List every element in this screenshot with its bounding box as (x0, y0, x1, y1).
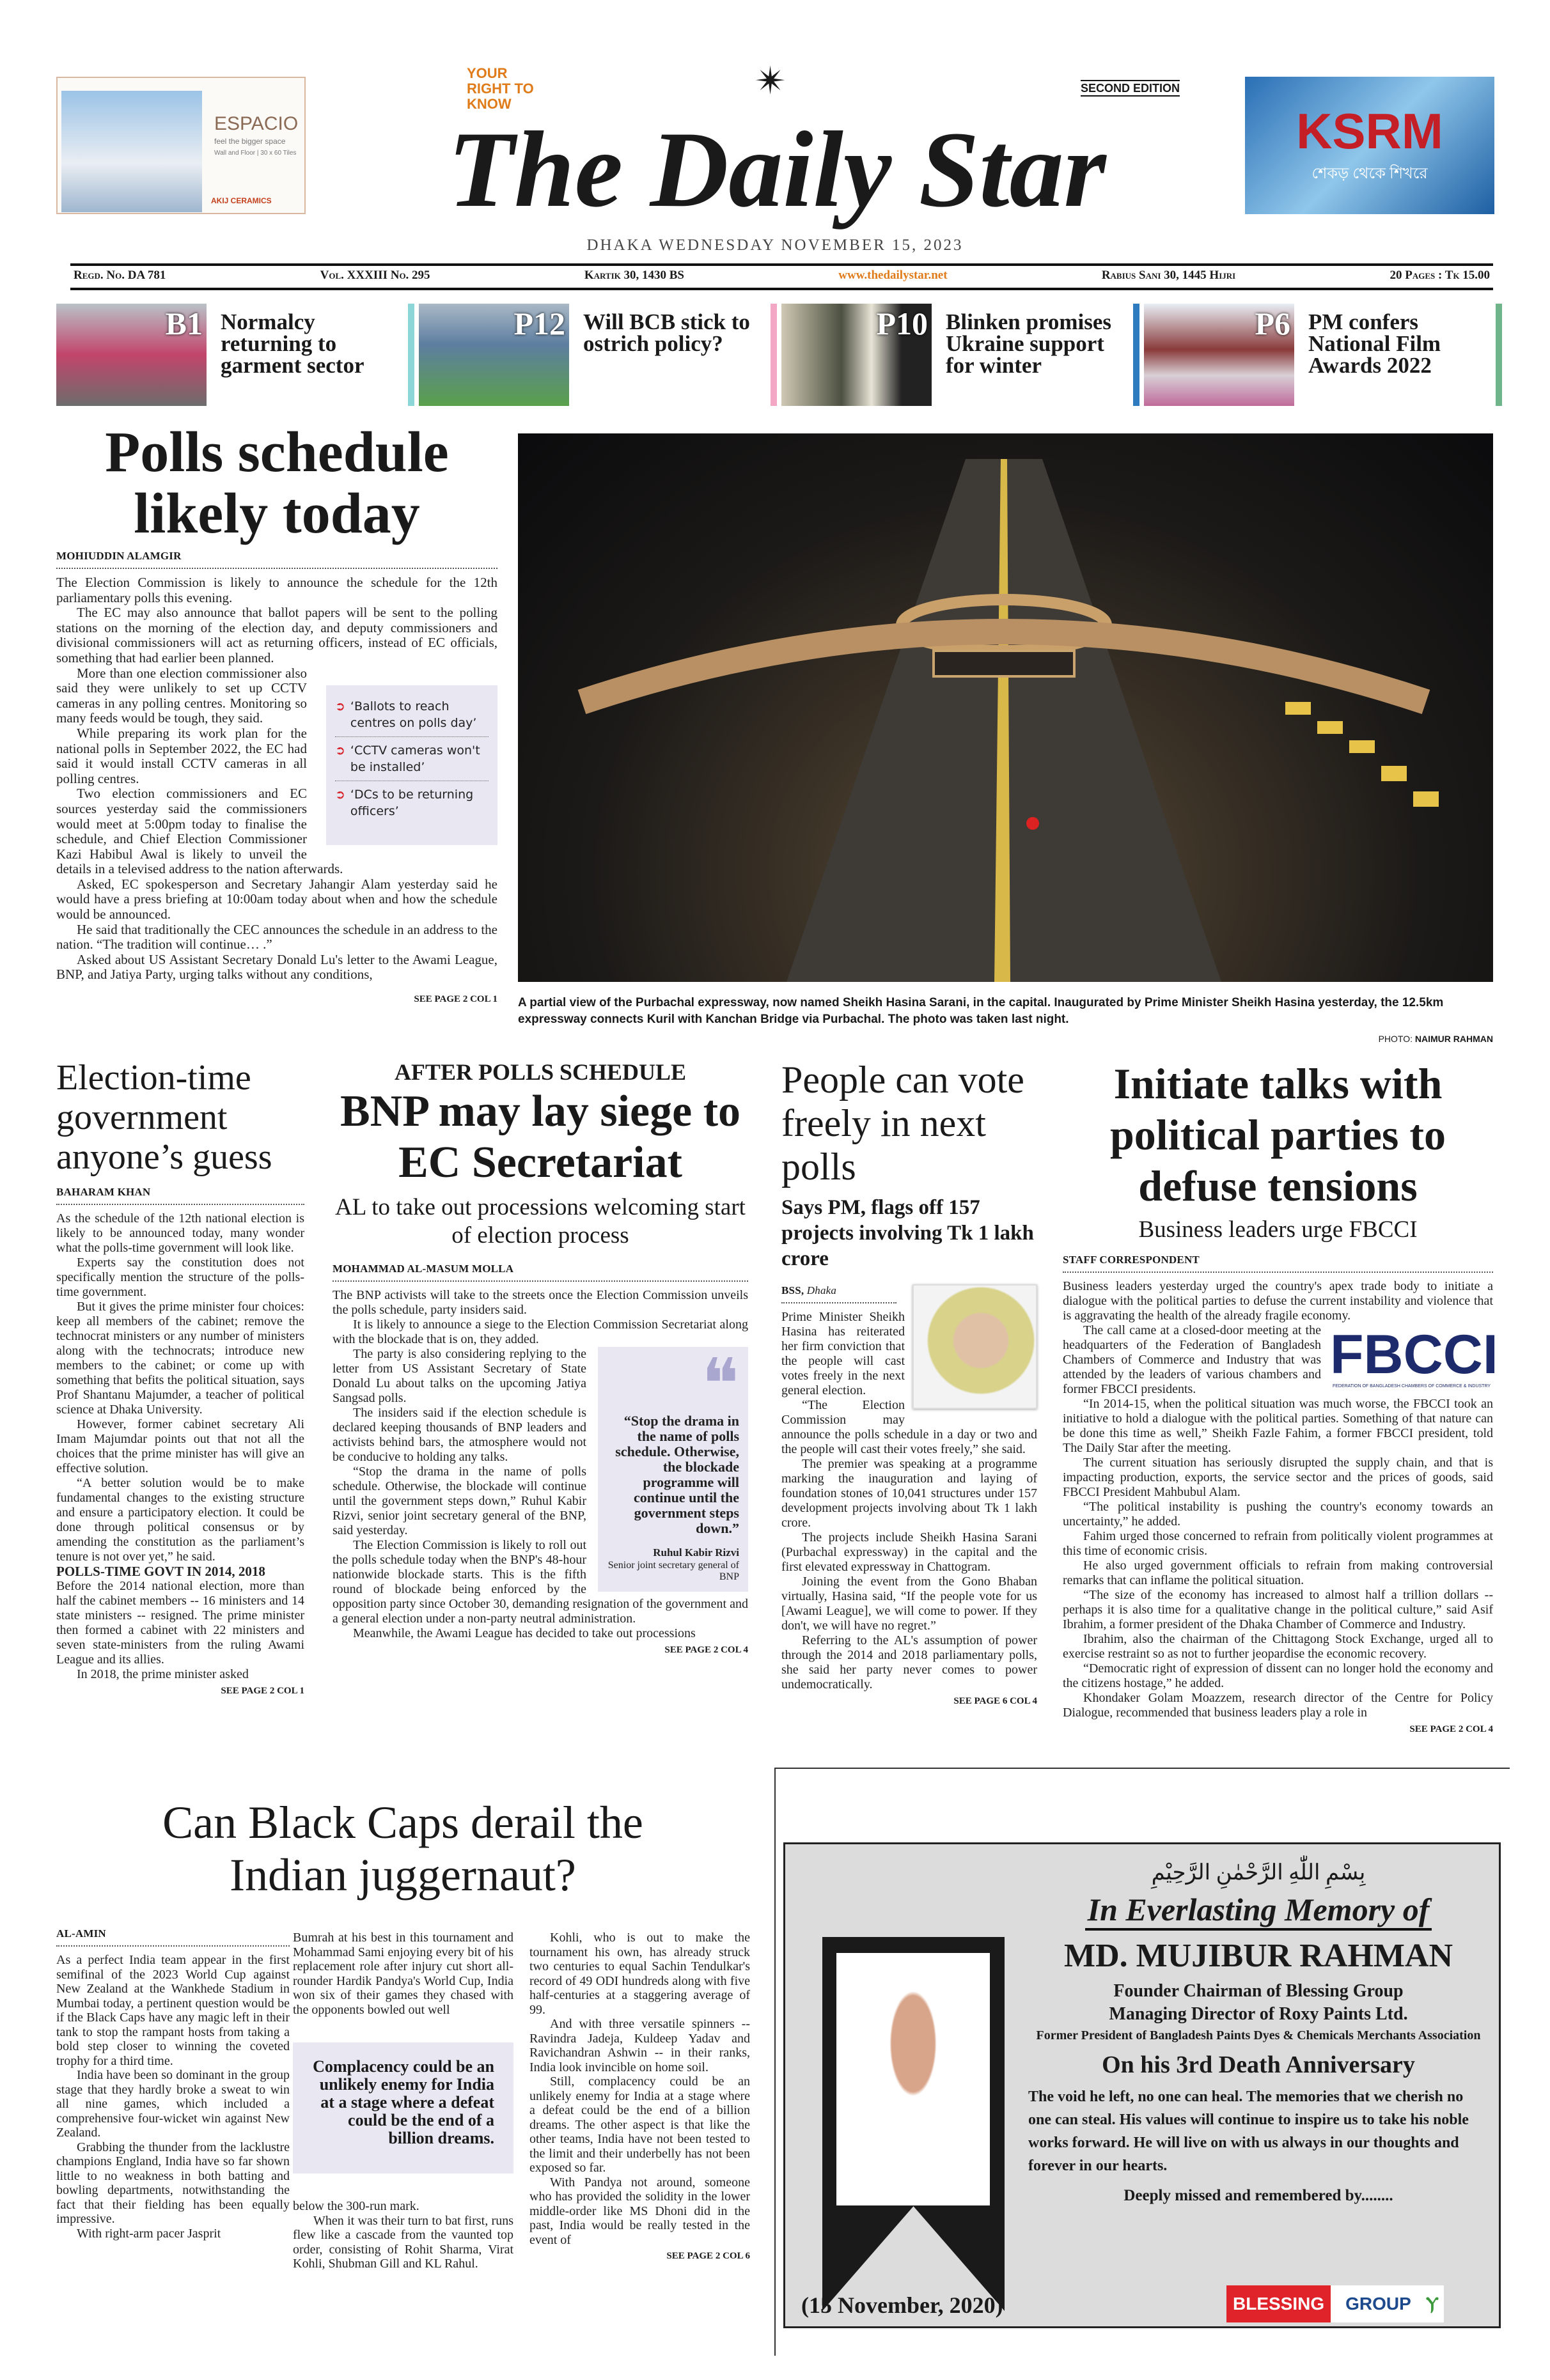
memorial-heading: In Everlasting Memory of (1085, 1891, 1432, 1931)
byline: BAHARAM KHAN (56, 1186, 304, 1205)
paragraph: Referring to the AL's assumption of power through the 2014 and 2018 parliamentary polls, she said her party never comes to power undemocratically. (781, 1633, 1037, 1692)
pm-subhead: Says PM, flags off 157 projects involving Tk 1 lakh crore (781, 1196, 1034, 1270)
paragraph: Joining the event from the Gono Bhaban virtually, Hasina said, “If the people vote for us [Awami League], we will come to power. If they don't, we will have no regret.” (781, 1575, 1037, 1633)
paragraph: The Election Commission is likely to roll out the polls schedule today when the BNP's 48-hour nationwide blockade starts. This is the fifth round of blockade being enforced by the opposition party since October 30, demanding resignation of the government and a general election under a non-party neutral administration. (333, 1538, 748, 1626)
paragraph: Experts say the constitution does not specifically mention the structure of the polls-time government. (56, 1256, 304, 1299)
kicker: AFTER POLLS SCHEDULE (394, 1059, 687, 1085)
paragraph: “Democratic right of expression of dissent can no longer hold the economy and the citizens hostage,” he added. (1063, 1661, 1493, 1690)
continuation-link[interactable]: SEE PAGE 2 COL 4 (664, 1645, 748, 1655)
paragraph: In 2018, the prime minister asked (77, 1667, 249, 1681)
continuation-link[interactable]: SEE PAGE 2 COL 1 (414, 994, 497, 1005)
quote-icon: ❝ (701, 1346, 739, 1424)
arrow-icon: ➲ (335, 743, 345, 758)
paragraph: The current situation has seriously disrupted the supply chain, and that is impacting production, exports, the service sector and the prices of goods, said FBCCI President Mahbubul Alam. (1063, 1456, 1493, 1499)
teaser-accent (1133, 304, 1139, 406)
paragraph: Meanwhile, the Awami League has decided to take out processions (353, 1626, 696, 1640)
paragraph: But it gives the prime minister four choices: keep all members of the cabinet; remove the technocrat ministers or any number of ministers along with the technocrats; introduce new members to the cabinet; or come up with something that befits the political situation, says Prof Shantanu Majumder, a teacher of political science at Dhaka University. (56, 1300, 304, 1417)
quote-box (293, 2042, 513, 2174)
continuation-link[interactable]: SEE PAGE 6 COL 4 (953, 1696, 1037, 1706)
byline: MOHIUDDIN ALAMGIR (56, 550, 497, 569)
highlight-item: ➲ ‘DCs to be returning officers’ (335, 787, 474, 818)
lead-headline[interactable]: Polls schedule likely today (105, 421, 449, 545)
continuation-link[interactable]: SEE PAGE 2 COL 6 (666, 2251, 750, 2261)
ad-ksrm-tag: শেকড় থেকে শিখরে (1311, 166, 1428, 182)
paragraph: “The political instability is pushing the country's economy towards an uncertainty,” he added. (1063, 1500, 1493, 1528)
memorial-role: Founder Chairman of Blessing Group (1113, 1981, 1404, 2001)
paragraph: The projects include Sheikh Hasina Sarani (Purbachal expressway) in the capital and the first elevated expressway in Chattogram. (781, 1530, 1037, 1574)
portrait-photo (836, 1953, 990, 2205)
article-body (333, 1288, 748, 1641)
paragraph: Kohli, who is out to make the tournament his own, has already struck two centuries to equal Sachin Tendulkar's record of 49 ODI hundreds along with five half-centuries at a staggering average of 99. (529, 1931, 750, 2017)
article-body (293, 2199, 513, 2271)
masthead (345, 61, 1209, 227)
memorial-occasion: On his 3rd Death Anniversary (1102, 2051, 1415, 2078)
quote-box (598, 1347, 748, 1592)
photo-credit: PHOTO: NAIMUR RAHMAN (1378, 1034, 1493, 1044)
road-illustration (518, 433, 1493, 982)
cricket-col-3 (529, 1931, 750, 2262)
teaser-accent (408, 304, 414, 406)
bismillah: بِسْمِ اللّٰهِ الرَّحْمٰنِ الرَّحِيْمِ (1151, 1861, 1366, 1885)
govt-article (56, 1058, 304, 1697)
paragraph: The party is also considering replying to the letter from US Assistant Secretary of State Donald Lu about talks on the upcoming Jatiya Sangsad polls. (333, 1347, 586, 1405)
teaser-title: Will BCB stick to ostrich policy? (583, 309, 750, 356)
paragraph: Business leaders yesterday urged the country's apex trade body to initiate a dialogue with the political parties to defuse the current instability and violence that is aggravating the health of the already fragile economy. (1063, 1279, 1493, 1323)
teaser-photo: B1 (56, 304, 207, 406)
ad-ksrm-brand: KSRM (1296, 103, 1443, 159)
quote-name: Ruhul Kabir Rizvi (653, 1546, 739, 1559)
teaser-photo: P10 (781, 304, 932, 406)
bnp-article (333, 1058, 748, 1656)
paragraph: More than one election commissioner also said they were unlikely to set up CCTV cameras in any polling centres. Monitoring so many feeds would be tough, they said. (56, 665, 307, 726)
paragraph: It is likely to announce a siege to the Election Commission Secretariat along with the blockade that is on, they added. (333, 1318, 748, 1346)
registration: Regd. No. DA 781 (74, 268, 166, 282)
fbcci-subhead: Business leaders urge FBCCI (1138, 1217, 1418, 1243)
cricket-col-2 (293, 1931, 513, 2271)
paragraph: With Pandya not around, someone who has provided the solidity in the lower middle-order like MS Dhoni did in the past, India would be really tested in the event of (529, 2175, 750, 2247)
fbcci-article (1063, 1058, 1498, 1735)
byline: STAFF CORRESPONDENT (1063, 1254, 1493, 1273)
price: 20 Pages : Tk 15.00 (1390, 268, 1490, 282)
cricket-col-1 (56, 1927, 290, 2241)
paragraph: The premier was speaking at a programme marking the inauguration and laying of foundation stones of 10,041 structures under 157 development projects involving about Tk 1 lakh crore. (781, 1457, 1037, 1530)
paragraph: As the schedule of the 12th national election is likely to be announced today, many wonder what the polls-time government will look like. (56, 1211, 304, 1255)
pm-article (781, 1058, 1037, 1707)
govt-headline[interactable]: Election-time government anyone’s guess (56, 1058, 272, 1177)
highlight-item: ➲ ‘CCTV cameras won't be installed’ (335, 737, 489, 781)
article-body (56, 1953, 290, 2241)
paragraph: However, former cabinet secretary Ali Imam Majumdar points out that not all the choices that the prime minister has will give an effective solution. (56, 1417, 304, 1475)
paragraph: The Election Commission is likely to announce the schedule for the 12th parliamentary polls this evening. (56, 575, 497, 605)
memorial-remembered: Deeply missed and remembered by........ (1123, 2187, 1393, 2204)
memorial-role: Managing Director of Roxy Paints Ltd. (1109, 2004, 1408, 2024)
paragraph: India have been so dominant in the group stage that they hardly broke a sweat to win all nine games, which included a comprehensive four-wicket win against New Zealand. (56, 2068, 290, 2140)
volume: Vol. XXXIII No. 295 (320, 268, 430, 282)
paragraph: While preparing its work plan for the national polls in September 2022, the EC had said it would install CCTV cameras in all polling centres. (56, 725, 307, 786)
article-body (56, 575, 497, 983)
pull-quote: Complacency could be an unlikely enemy for India at a stage where a defeat could be the end of a billion dreams. (313, 2057, 494, 2147)
teaser-photo: P12 (419, 304, 569, 406)
highlights-box (326, 685, 497, 845)
teaser-garment[interactable] (56, 304, 414, 406)
continuation-link[interactable]: SEE PAGE 2 COL 1 (221, 1686, 304, 1696)
bangla-date: Kartik 30, 1430 BS (584, 268, 684, 282)
highlight-item: ➲ ‘Ballots to reach centres on polls day’ (335, 698, 489, 737)
cricket-headline[interactable]: Can Black Caps derail the Indian juggernaut? (162, 1797, 643, 1901)
paragraph: And with three versatile spinners -- Ravindra Jadeja, Kuldeep Yadav and Ravichandran Ashwin -- in their ranks, India look invincible on home soil. (529, 2017, 750, 2074)
continuation-link[interactable]: SEE PAGE 2 COL 4 (1409, 1724, 1493, 1734)
paragraph: “Stop the drama in the name of polls schedule. Otherwise, the blockade will continue until the government steps down,” Ruhul Kabir Rizvi, senior joint secretary general of the BNP, said yesterday. (333, 1465, 586, 1537)
paragraph: Prime Minister Sheikh Hasina has reiterated her firm conviction that the people will cast votes freely in the next general election. (781, 1310, 905, 1397)
paragraph: Asked about US Assistant Secretary Donald Lu's letter to the Awami League, BNP, and Jatiya Party, urging talks without any conditions, (56, 951, 497, 983)
teaser-title: Normalcy returning to garment sector (221, 309, 364, 378)
leaf-icon: Ⲩ (1425, 2294, 1439, 2314)
paragraph: He also urged government officials to refrain from making controversial remarks that can inflame the political situation. (1063, 1559, 1493, 1587)
bnp-headline[interactable]: BNP may lay siege to EC Secretariat (340, 1087, 741, 1187)
ad-akij-ceramics[interactable] (56, 77, 306, 214)
divider (70, 263, 1493, 266)
arrow-icon: ➲ (335, 699, 345, 713)
ad-sky-image (61, 91, 202, 212)
paragraph: “The size of the economy has increased to almost half a trillion dollars -- perhaps it is also time for a qualitative change in the political culture,” said Asif Ibrahim, a former president of the Dhaka Chamber of Commerce and Industry. (1063, 1588, 1493, 1631)
blessing-group-logo: BLESSING GROUP Ⲩ (1226, 2285, 1444, 2322)
pm-photo (912, 1284, 1037, 1409)
teaser-title: PM confers National Film Awards 2022 (1308, 309, 1441, 378)
article-body (293, 1931, 513, 2017)
paragraph: The EC may also announce that ballot papers will be sent to the polling stations on the morning of the election day, and deputy commissioners and divisional commissioners will act as returning officers, instead of EC officials, something that had earlier been planned. (56, 605, 497, 665)
byline: MOHAMMAD AL-MASUM MOLLA (333, 1263, 748, 1282)
hijri-date: Rabius Sani 30, 1445 Hijri (1101, 268, 1236, 282)
paragraph: “A better solution would be to make fundamental changes to the existing structure and ensure a participatory election. It could be done through political consensus or by amending the constitution as the parliament’s tenure is not over yet,” he said. (56, 1476, 304, 1564)
dateline: DHAKA WEDNESDAY NOVEMBER 15, 2023 (586, 237, 964, 254)
paragraph: When it was their turn to bat first, runs flew like a cascade from the vaunted top order, consisting of Rohit Sharma, Virat Kohli, Shubman Gill and KL Rahul. (293, 2213, 513, 2271)
paragraph: The call came at a closed-door meeting at the headquarters of the Federation of Bangladesh Chambers of Commerce and Industry that was attended by the leaders of various chambers and former FBCCI presidents. (1063, 1323, 1321, 1396)
paragraph: Khondaker Golam Moazzem, research director of the Centre for Policy Dialogue, recommended that business leaders play a role in (1063, 1691, 1493, 1720)
star-icon: ✴ (755, 60, 787, 102)
paragraph: The insiders said if the election schedule is declared keeping thousands of BNP leaders and activists behind bars, the atmosphere would not be conducive to holding any talks. (333, 1406, 586, 1464)
paragraph: Before the 2014 national election, more than half the cabinet members -- 16 ministers and 14 state ministers -- resigned. The prime minister then formed a cabinet with 22 ministers and seven state-ministers from the ruling Awami League and its allies. (56, 1579, 304, 1667)
subhead: POLLS-TIME GOVT IN 2014, 2018 (56, 1564, 265, 1579)
teaser-accent (771, 304, 777, 406)
ad-maker: AKIJ CERAMICS (211, 196, 272, 205)
memorial-message: The void he left, no one can heal. The memories that we cherish no one can steal. His values will continue to inspire us to take his noble works forward. He will live on with us always in our thoughts and forever in our hearts. (1028, 2088, 1469, 2174)
info-bar (74, 268, 1490, 286)
byline: BSS, Dhaka (781, 1284, 896, 1303)
ad-spec: Wall and Floor | 30 x 60 Tiles (214, 150, 297, 157)
paragraph: Bumrah at his best in this tournament and Mohammad Sami enjoying every bit of his replacement role after injury cut short all-rounder Hardik Pandya's World Cup, India won six of their games they chased with the opponents bowled out well (293, 1931, 513, 2017)
teaser-bcb[interactable] (419, 304, 777, 406)
article-body (529, 1931, 750, 2247)
teaser-title: Blinken promises Ukraine support for winter (946, 309, 1111, 378)
newspaper-logo: The Daily Star (448, 109, 1106, 229)
article-body (56, 1211, 304, 1682)
paragraph: Fahim urged those concerned to refrain from politically violent programmes at this time of economic crisis. (1063, 1529, 1493, 1558)
ad-brand: ESPACIO (214, 113, 299, 134)
ad-ksrm[interactable] (1245, 77, 1494, 214)
photo-caption: A partial view of the Purbachal expressway, now named Sheikh Hasina Sarani, in the capital. Inaugurated by Prime Minister Sheikh Hasina yesterday, the 12.5km expressway connects Kuril with Kanchan Bridge via Purbachal. The photo was taken last night. (518, 996, 1444, 1026)
tagline: YOUR RIGHT TO KNOW (467, 65, 534, 112)
arrow-icon: ➲ (335, 787, 345, 802)
ad-tag: feel the bigger space (214, 137, 286, 146)
expressway-photo (518, 433, 1493, 982)
paragraph: Still, complacency could be an unlikely enemy for India at a stage where a defeat could be the end of a billion dreams. The other aspect is that like the other teams, India have not been tested to the limit and their underbelly has not been exposed so far. (529, 2074, 750, 2175)
fbcci-logo: FBCCI FEDERATION OF BANGLADESH CHAMBERS OF COMMERCE & INDUSTRY (1330, 1324, 1498, 1388)
paragraph: As a perfect India team appear in the first semifinal of the 2023 World Cup against New Zealand at the Wankhede Stadium in Mumbai today, a pertinent question would be if the Black Caps have any magic left in their tank to stop the rampant hosts from taking a bold step closer to winning the coveted trophy for a third time. (56, 1953, 290, 2068)
byline: AL-AMIN (56, 1927, 290, 1947)
teaser-film-awards[interactable] (1144, 304, 1502, 406)
memorial-date: (15 November, 2020) (801, 2292, 1003, 2318)
lead-article (56, 550, 497, 1005)
article-body (1063, 1279, 1498, 1720)
paragraph: Two election commissioners and EC sources yesterday said the commissioners would meet at 5:00pm today to finalise the schedule, and Chief Election Commissioner Kazi Habibul Awal is likely to unveil the details in a televised address to the nation afterwards. (56, 786, 343, 877)
paragraph: “The Election Commission may announce the polls schedule in a day or two and the people will cast their votes freely,” she said. (781, 1398, 1037, 1456)
teaser-photo: P6 (1144, 304, 1294, 406)
memorial-name: MD. MUJIBUR RAHMAN (1063, 1938, 1453, 1974)
memorial-ad[interactable] (783, 1842, 1501, 2328)
paragraph: Grabbing the thunder from the lacklustre champions England, India have so far shown little to no weakness in both batting and bowling departments, notwithstanding the fact that their fielding has been equally impressive. (56, 2140, 290, 2226)
paragraph: “In 2014-15, when the political situation was much worse, the FBCCI took an initiative to hold a dialogue with the political parties. Something of that nature can be done this time as well,” Sheikh Fazle Fahim, a former FBCCI president, told The Daily Star after the meeting. (1063, 1397, 1493, 1455)
paragraph: The BNP activists will take to the streets once the Election Commission unveils the polls schedule, party insiders said. (333, 1288, 748, 1317)
paragraph: Ibrahim, also the chairman of the Chittagong Stock Exchange, urged all to exercise restraint so as not to further jeopardise the economic recovery. (1063, 1632, 1493, 1661)
teaser-blinken[interactable] (781, 304, 1139, 406)
teaser-accent (1496, 304, 1502, 406)
website-link[interactable]: www.thedailystar.net (838, 268, 948, 282)
memorial-text (1028, 1860, 1489, 2205)
paragraph: With right-arm pacer Jasprit (77, 2226, 221, 2241)
fbcci-headline[interactable]: Initiate talks with political parties to defuse tensions (1109, 1059, 1446, 1210)
divider (70, 288, 1493, 290)
edition-label: SECOND EDITION (1081, 80, 1180, 97)
pull-quote: “Stop the drama in the name of polls schedule. Otherwise, the blockade programme will continue until the government steps down.” (615, 1413, 739, 1536)
bnp-subhead: AL to take out processions welcoming start of election process (335, 1194, 746, 1248)
quote-title: Senior joint secretary general of BNP (607, 1560, 739, 1582)
memorial-role: Former President of Bangladesh Paints Dyes & Chemicals Merchants Association (1036, 2028, 1481, 2042)
pm-headline[interactable]: People can vote freely in next polls (781, 1059, 1024, 1188)
paragraph: Asked, EC spokesperson and Secretary Jahangir Alam yesterday said he would have a press briefing at 10:00am today about when and how the schedule would be announced. (56, 876, 497, 922)
paragraph: below the 300-run mark. (293, 2199, 419, 2213)
paragraph: He said that traditionally the CEC announces the schedule in an address to the nation. “The tradition will continue… .” (56, 921, 497, 953)
